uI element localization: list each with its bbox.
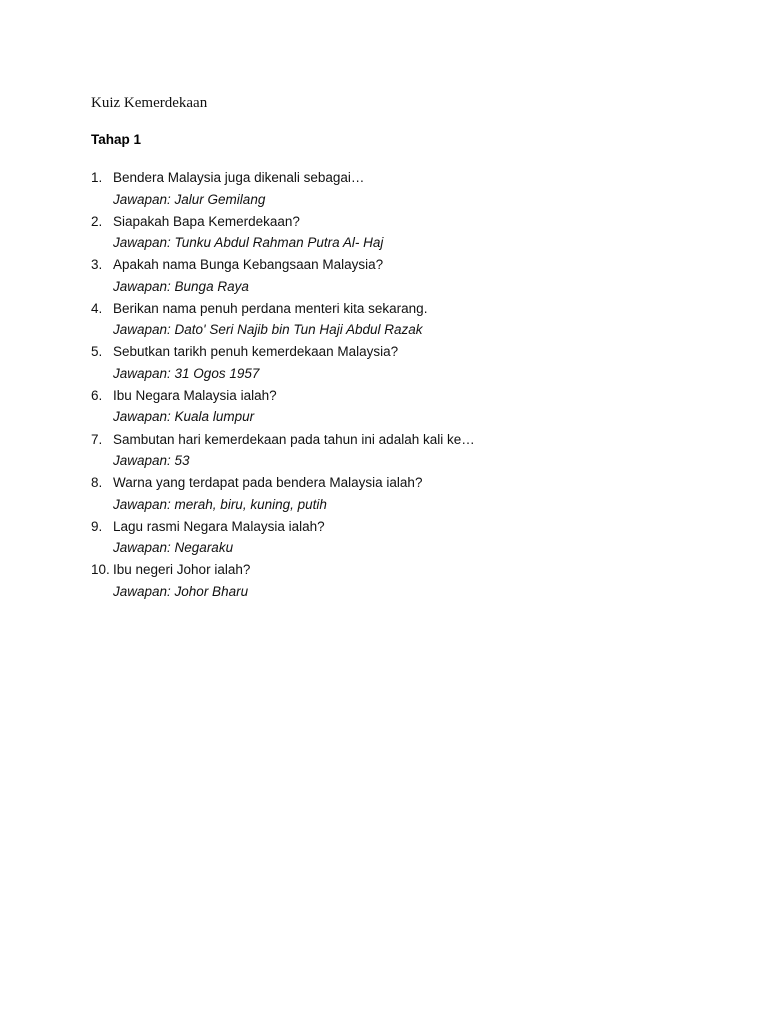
question-number: 4. [91,300,103,316]
question-text: Sambutan hari kemerdekaan pada tahun ini adalah kali ke… [113,431,475,447]
quiz-item-2 [91,212,711,256]
quiz-item-8 [91,473,711,517]
question-number: 2. [91,213,103,229]
quiz-item-4 [91,299,711,343]
question-text: Apakah nama Bunga Kebangsaan Malaysia? [113,257,384,273]
quiz-item-10 [91,560,711,604]
quiz-item-6 [91,386,711,430]
question-number: 6. [91,387,103,403]
question-number: 7. [91,431,103,447]
answer-text: Jawapan: Jalur Gemilang [113,191,266,207]
question-text: Siapakah Bapa Kemerdekaan? [113,213,300,229]
quiz-item-3 [91,255,711,299]
quiz-item-5 [91,342,711,386]
answer-text: Jawapan: Dato' Seri Najib bin Tun Haji Abdul Razak [113,322,423,338]
quiz-item-7 [91,430,711,474]
answer-text: Jawapan: 31 Ogos 1957 [113,365,260,381]
answer-text: Jawapan: Tunku Abdul Rahman Putra Al- Haj [113,235,384,251]
question-number: 3. [91,257,103,273]
question-text: Sebutkan tarikh penuh kemerdekaan Malaysia? [113,344,399,360]
quiz-item-9 [91,517,711,561]
question-number: 5. [91,344,103,360]
answer-text: Jawapan: merah, biru, kuning, putih [113,496,327,512]
section-heading: Tahap 1 [91,132,142,147]
answer-text: Jawapan: Bunga Raya [113,278,249,294]
question-text: Ibu negeri Johor ialah? [113,562,251,578]
question-text: Warna yang terdapat pada bendera Malaysia ialah? [113,475,423,491]
answer-text: Jawapan: Kuala lumpur [113,409,255,425]
question-number: 1. [91,170,103,185]
question-number: 8. [91,475,103,491]
question-text: Ibu Negara Malaysia ialah? [113,387,277,403]
question-text: Berikan nama penuh perdana menteri kita sekarang. [113,300,428,316]
question-number: 9. [91,518,103,534]
quiz-question-list [91,168,711,604]
answer-text: Jawapan: Johor Bharu [113,583,249,599]
quiz-item-1 [91,168,711,212]
answer-text: Jawapan: Negaraku [113,540,234,556]
question-text: Lagu rasmi Negara Malaysia ialah? [113,518,325,534]
document-title: Kuiz Kemerdekaan [91,95,208,111]
question-number: 10. [91,562,110,578]
answer-text: Jawapan: 53 [113,453,190,469]
question-text: Bendera Malaysia juga dikenali sebagai… [113,170,365,185]
